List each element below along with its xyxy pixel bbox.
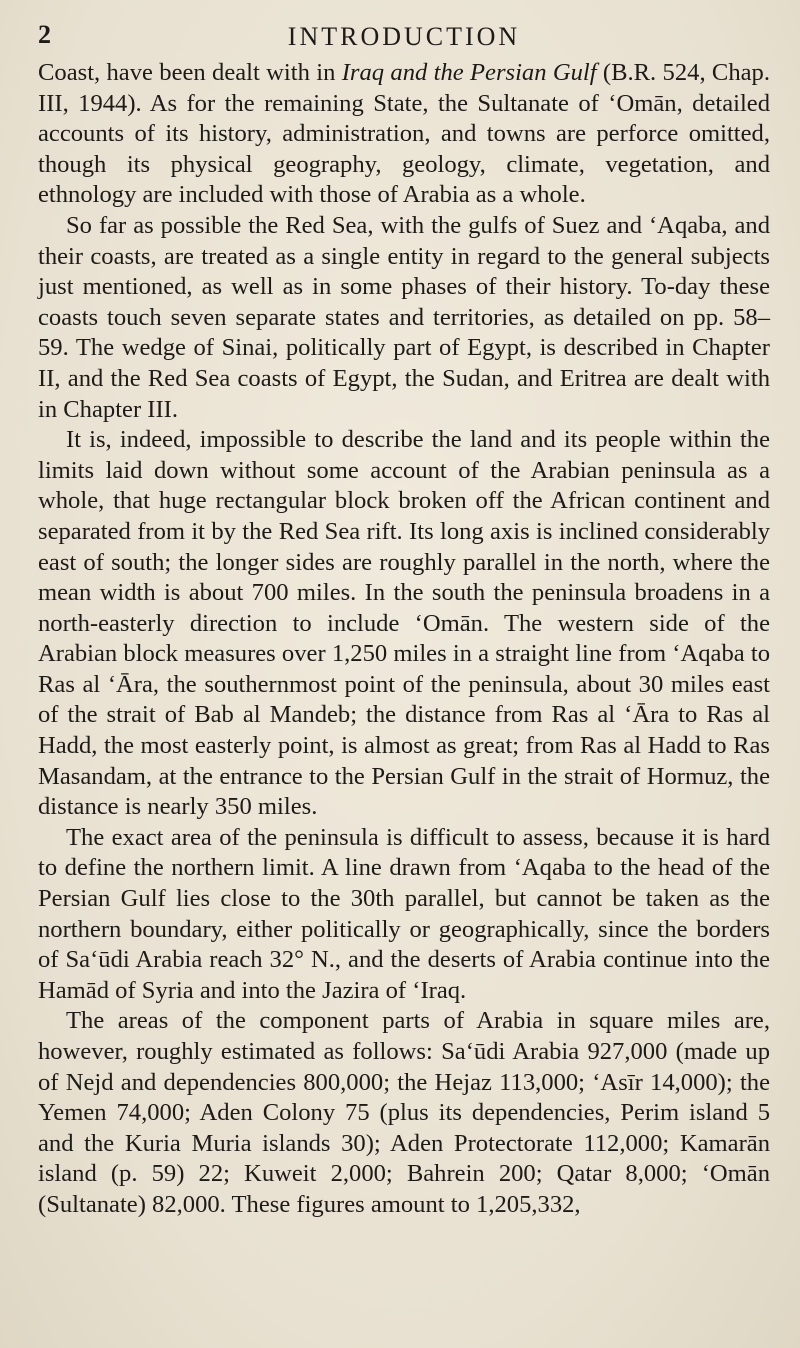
chapter-title: INTRODUCTION [287, 22, 521, 51]
paragraph-5: The areas of the component parts of Arabia in square miles are, however, roughly estimated as follows: Sa‘ūdi Arabia 927,000 (made up of Nejd and dependencies 800,000; the Hejaz 113,000; ‘Asīr 14,000); the Yemen 74,000; Aden Colony 75 (plus its dependencies, Perim island 5 and the Kuria Muria islands 30); Aden Protectorate 112,000; Kamarān island (p. 59) 22; Kuweit 2,000; Bahrein 200; Qatar 8,000; ‘Omān (Sultanate) 82,000. These figures amount to 1,205,332, [38, 1007, 770, 1218]
paragraph-3: It is, indeed, impossible to describe the land and its people within the limits laid down without some account of the Arabian peninsula as a whole, that huge rectangular block broken off the African continent and separated from it by the Red Sea rift. Its long axis is inclined considerably east of south; the longer sides are roughly parallel in the north, where the mean width is about 700 miles. In the south the peninsula broadens in a north-easterly direction to include ‘Omān. The western side of the Arabian block measures over 1,250 miles in a straight line from ‘Aqaba to Ras al ‘Āra, the southernmost point of the peninsula, about 30 miles east of the strait of Bab al Mandeb; the distance from Ras al ‘Āra to Ras al Hadd, the most easterly point, is almost as great; from Ras al Hadd to Ras Masandam, at the entrance to the Persian Gulf in the strait of Hormuz, the distance is nearly 350 miles. [38, 426, 770, 821]
running-head [38, 20, 770, 56]
text-segment: Coast, have been dealt with in [38, 59, 342, 86]
paragraph-1 [38, 58, 770, 211]
italic-title: Iraq and the Persian Gulf [341, 59, 597, 86]
page-number: 2 [38, 20, 51, 49]
paragraph-2: So far as possible the Red Sea, with the gulfs of Suez and ‘Aqaba, and their coasts, are treated as a single entity in regard to the general subjects just mentioned, as well as in some phases of their history. To-day these coasts touch seven separate states and territories, as detailed on pp. 58–59. The wedge of Sinai, politically part of Egypt, is described in Chapter II, and the Red Sea coasts of Egypt, the Sudan, and Eritrea are dealt with in Chapter III. [38, 211, 770, 423]
body-text [38, 58, 770, 1221]
paragraph-4: The exact area of the peninsula is difficult to assess, because it is hard to define the northern limit. A line drawn from ‘Aqaba to the head of the Persian Gulf lies close to the 30th parallel, but cannot be taken as the northern boundary, either politically or geographically, since the borders of Sa‘ūdi Arabia reach 32° N., and the deserts of Arabia continue into the Hamād of Syria and into the Jazira of ‘Iraq. [38, 823, 770, 1004]
text-segment: (B.R. 524, Chap. III, 1944). As for the remaining State, the Sultanate of ‘Omān, detailed accounts of its history, administration, and towns are perforce omitted, though its physical geography, geology, climate, vegetation, and ethnology are included with those of Arabia as a whole. [38, 59, 770, 209]
